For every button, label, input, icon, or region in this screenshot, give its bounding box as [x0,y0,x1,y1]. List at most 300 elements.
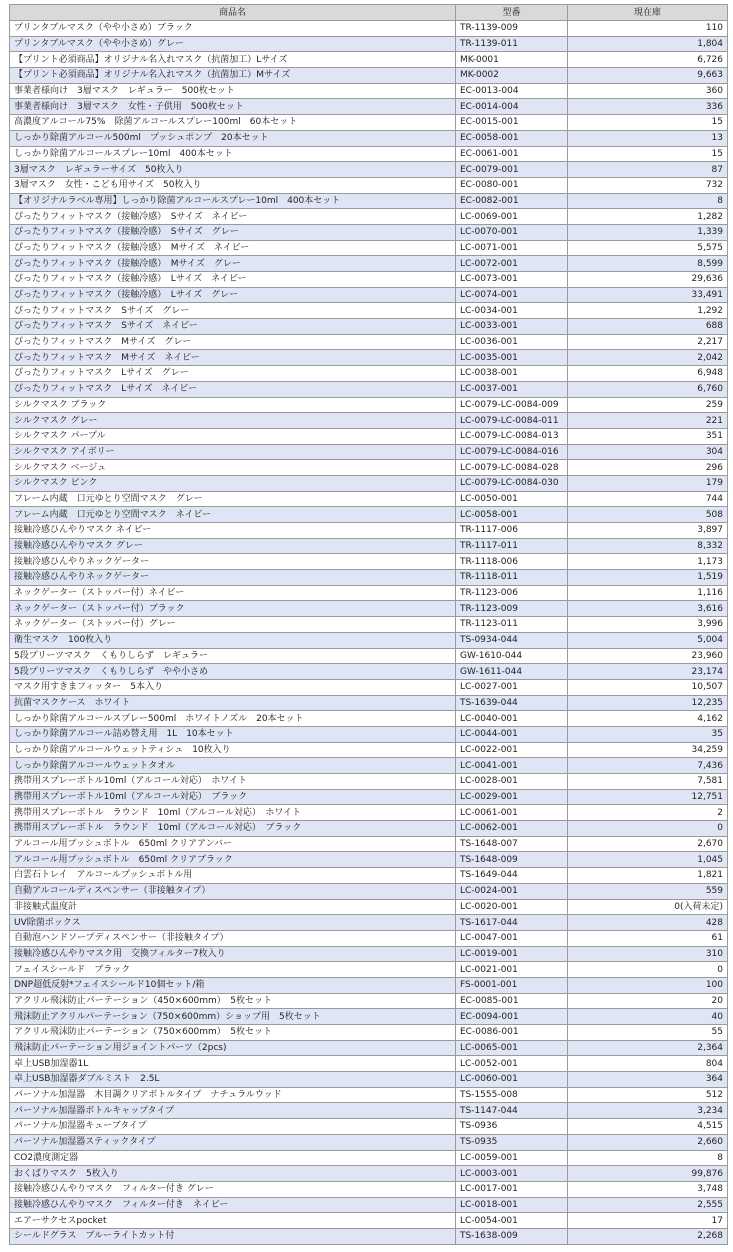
model-number-cell: EC-0079-001 [456,162,568,178]
table-row [10,444,728,460]
model-number-cell: LC-0074-001 [456,287,568,303]
product-name-cell: 5段プリーツマスク くもりしらず やや小さめ [10,664,456,680]
model-number-cell: LC-0061-001 [456,805,568,821]
table-row [10,475,728,491]
product-name-cell: フレーム内蔵 口元ゆとり空間マスク グレー [10,491,456,507]
table-row [10,193,728,209]
stock-cell: 7,436 [568,758,728,774]
product-name-cell: 接触冷感ひんやりマスク フィルター付き グレー [10,1181,456,1197]
table-row [10,177,728,193]
stock-cell: 100 [568,977,728,993]
model-number-cell: TR-1117-011 [456,538,568,554]
table-row [10,899,728,915]
model-number-cell: TR-1139-011 [456,36,568,52]
stock-cell: 12,751 [568,789,728,805]
stock-cell: 4,515 [568,1119,728,1135]
model-number-cell: LC-0059-001 [456,1150,568,1166]
table-row [10,601,728,617]
model-number-cell: LC-0040-001 [456,711,568,727]
stock-cell: 6,726 [568,52,728,68]
stock-cell: 0 [568,962,728,978]
model-number-cell: LC-0003-001 [456,1166,568,1182]
stock-cell: 2 [568,805,728,821]
model-number-cell: LC-0071-001 [456,240,568,256]
stock-cell: 3,897 [568,523,728,539]
table-row [10,977,728,993]
model-number-cell: LC-0021-001 [456,962,568,978]
table-row [10,962,728,978]
stock-cell: 15 [568,146,728,162]
table-row [10,209,728,225]
stock-cell: 2,660 [568,1134,728,1150]
product-name-cell: ネックゲーター（ストッパー付）ブラック [10,601,456,617]
model-number-cell: TS-1638-009 [456,1228,568,1244]
stock-cell: 2,555 [568,1197,728,1213]
model-number-cell: TS-1648-007 [456,836,568,852]
table-row [10,883,728,899]
table-row [10,52,728,68]
stock-cell: 351 [568,428,728,444]
product-name-cell: 接触冷感ひんやりマスク グレー [10,538,456,554]
product-name-cell: しっかり除菌アルコールスプレー10ml 400本セット [10,146,456,162]
model-number-cell: LC-0033-001 [456,319,568,335]
table-header [10,5,728,21]
table-row [10,83,728,99]
stock-cell: 12,235 [568,695,728,711]
product-name-cell: 衛生マスク 100枚入り [10,632,456,648]
stock-cell: 10,507 [568,679,728,695]
table-row [10,1228,728,1244]
stock-cell: 6,760 [568,381,728,397]
stock-cell: 428 [568,915,728,931]
model-number-cell: LC-0019-001 [456,946,568,962]
model-number-cell: EC-0061-001 [456,146,568,162]
product-name-cell: おくばりマスク 5枚入り [10,1166,456,1182]
model-number-cell: GW-1611-044 [456,664,568,680]
table-row [10,554,728,570]
stock-cell: 8 [568,1150,728,1166]
model-number-cell: LC-0060-001 [456,1072,568,1088]
table-row [10,632,728,648]
table-row [10,381,728,397]
stock-cell: 55 [568,1025,728,1041]
model-number-cell: GW-1610-044 [456,648,568,664]
stock-cell: 8,599 [568,256,728,272]
column-header-current-stock: 現在庫 [568,5,728,21]
stock-cell: 804 [568,1056,728,1072]
table-row [10,1009,728,1025]
stock-cell: 2,670 [568,836,728,852]
table-row [10,287,728,303]
table-row [10,460,728,476]
stock-cell: 20 [568,993,728,1009]
model-number-cell: LC-0028-001 [456,774,568,790]
stock-cell: 23,960 [568,648,728,664]
table-row [10,1025,728,1041]
table-row [10,1040,728,1056]
model-number-cell: LC-0079-LC-0084-030 [456,475,568,491]
product-name-cell: ぴったりフィットマスク（接触冷感） Lサイズ ネイビー [10,272,456,288]
product-name-cell: ぴったりフィットマスク（接触冷感） Sサイズ ネイビー [10,209,456,225]
stock-cell: 744 [568,491,728,507]
product-name-cell: ぴったりフィットマスク（接触冷感） Mサイズ グレー [10,256,456,272]
table-row [10,789,728,805]
table-row [10,1134,728,1150]
model-number-cell: LC-0052-001 [456,1056,568,1072]
model-number-cell: TS-1147-044 [456,1103,568,1119]
table-row [10,742,728,758]
model-number-cell: LC-0029-001 [456,789,568,805]
table-row [10,1087,728,1103]
table-row [10,523,728,539]
table-row [10,507,728,523]
product-name-cell: しっかり除菌アルコールスプレー500ml ホワイトノズル 20本セット [10,711,456,727]
model-number-cell: LC-0036-001 [456,334,568,350]
model-number-cell: LC-0041-001 [456,758,568,774]
product-name-cell: 抗菌マスクケース ホワイト [10,695,456,711]
table-row [10,915,728,931]
product-name-cell: ぴったりフィットマスク Mサイズ グレー [10,334,456,350]
table-row [10,570,728,586]
model-number-cell: LC-0017-001 [456,1181,568,1197]
stock-cell: 6,948 [568,366,728,382]
product-name-cell: 自動アルコールディスペンサー（非接触タイプ） [10,883,456,899]
product-name-cell: エアーサクセスpocket [10,1213,456,1229]
product-name-cell: 飛沫防止パーテーション用ジョイントパーツ（2pcs) [10,1040,456,1056]
product-name-cell: 事業者様向け 3層マスク 女性・子供用 500枚セット [10,99,456,115]
model-number-cell: LC-0022-001 [456,742,568,758]
table-row [10,224,728,240]
inventory-table-container [9,4,727,1245]
table-row [10,146,728,162]
product-name-cell: パーソナル加湿器スティックタイプ [10,1134,456,1150]
product-name-cell: アルコール用プッシュボトル 650ml クリアブラック [10,852,456,868]
inventory-table [9,4,728,1245]
stock-cell: 110 [568,21,728,37]
product-name-cell: 接触冷感ひんやりネックゲーター [10,554,456,570]
table-row [10,758,728,774]
table-row [10,350,728,366]
stock-cell: 310 [568,946,728,962]
model-number-cell: MK-0001 [456,52,568,68]
table-row [10,852,728,868]
product-name-cell: UV除菌ボックス [10,915,456,931]
model-number-cell: LC-0070-001 [456,224,568,240]
product-name-cell: 自動泡ハンドソープディスペンサー（非接触タイプ） [10,930,456,946]
model-number-cell: LC-0079-LC-0084-028 [456,460,568,476]
model-number-cell: EC-0013-004 [456,83,568,99]
product-name-cell: 飛沫防止アクリルパーテーション（750×600mm）ショップ用 5枚セット [10,1009,456,1025]
product-name-cell: 接触冷感ひんやりマスク ネイビー [10,523,456,539]
stock-cell: 99,876 [568,1166,728,1182]
table-row [10,1072,728,1088]
model-number-cell: LC-0027-001 [456,679,568,695]
product-name-cell: 接触冷感ひんやりネックゲーター [10,570,456,586]
model-number-cell: LC-0079-LC-0084-013 [456,428,568,444]
product-name-cell: パーソナル加湿器 木目調クリアボトルタイプ ナチュラルウッド [10,1087,456,1103]
product-name-cell: 【プリント必須商品】オリジナル名入れマスク（抗菌加工）Lサイズ [10,52,456,68]
stock-cell: 296 [568,460,728,476]
stock-cell: 1,045 [568,852,728,868]
product-name-cell: ぴったりフィットマスク（接触冷感） Mサイズ ネイビー [10,240,456,256]
table-row [10,774,728,790]
stock-cell: 5,575 [568,240,728,256]
product-name-cell: 接触冷感ひんやりマスク用 交換フィルター7枚入り [10,946,456,962]
stock-cell: 360 [568,83,728,99]
model-number-cell: TR-1139-009 [456,21,568,37]
model-number-cell: LC-0065-001 [456,1040,568,1056]
product-name-cell: プリンタブルマスク（やや小さめ）グレー [10,36,456,52]
table-row [10,256,728,272]
stock-cell: 1,339 [568,224,728,240]
stock-cell: 1,173 [568,554,728,570]
product-name-cell: フェイスシールド ブラック [10,962,456,978]
product-name-cell: CO2濃度測定器 [10,1150,456,1166]
model-number-cell: TS-1617-044 [456,915,568,931]
table-row [10,36,728,52]
stock-cell: 1,116 [568,585,728,601]
product-name-cell: 携帯用スプレーボトル ラウンド 10ml（アルコール対応） ホワイト [10,805,456,821]
product-name-cell: 3層マスク 女性・こども用サイズ 50枚入り [10,177,456,193]
stock-cell: 1,519 [568,570,728,586]
product-name-cell: シルクマスク ベージュ [10,460,456,476]
stock-cell: 3,616 [568,601,728,617]
model-number-cell: EC-0085-001 [456,993,568,1009]
table-row [10,240,728,256]
table-row [10,1103,728,1119]
stock-cell: 13 [568,130,728,146]
product-name-cell: ネックゲーター（ストッパー付）グレー [10,617,456,633]
stock-cell: 3,996 [568,617,728,633]
product-name-cell: シルクマスク アイボリー [10,444,456,460]
stock-cell: 33,491 [568,287,728,303]
table-row [10,130,728,146]
model-number-cell: LC-0047-001 [456,930,568,946]
model-number-cell: LC-0079-LC-0084-011 [456,413,568,429]
product-name-cell: 事業者様向け 3層マスク レギュラー 500枚セット [10,83,456,99]
table-row [10,21,728,37]
stock-cell: 304 [568,444,728,460]
stock-cell: 7,581 [568,774,728,790]
stock-cell: 3,748 [568,1181,728,1197]
model-number-cell: LC-0069-001 [456,209,568,225]
model-number-cell: LC-0058-001 [456,507,568,523]
product-name-cell: ネックゲーター（ストッパー付）ネイビー [10,585,456,601]
product-name-cell: 携帯用スプレーボトル10ml（アルコール対応） ホワイト [10,774,456,790]
product-name-cell: シルクマスク グレー [10,413,456,429]
stock-cell: 8,332 [568,538,728,554]
product-name-cell: 卓上USB加湿器1L [10,1056,456,1072]
stock-cell: 1,282 [568,209,728,225]
stock-cell: 15 [568,115,728,131]
model-number-cell: TS-1555-008 [456,1087,568,1103]
model-number-cell: EC-0082-001 [456,193,568,209]
model-number-cell: LC-0038-001 [456,366,568,382]
stock-cell: 259 [568,397,728,413]
product-name-cell: パーソナル加湿器ボトルキャップタイプ [10,1103,456,1119]
table-row [10,68,728,84]
model-number-cell: LC-0072-001 [456,256,568,272]
model-number-cell: EC-0094-001 [456,1009,568,1025]
table-row [10,930,728,946]
stock-cell: 3,234 [568,1103,728,1119]
stock-cell: 23,174 [568,664,728,680]
stock-cell: 1,821 [568,868,728,884]
model-number-cell: TR-1118-011 [456,570,568,586]
table-row [10,805,728,821]
table-row [10,1213,728,1229]
stock-cell: 559 [568,883,728,899]
product-name-cell: ぴったりフィットマスク Sサイズ ネイビー [10,319,456,335]
table-row [10,821,728,837]
table-row [10,726,728,742]
table-row [10,679,728,695]
table-row [10,648,728,664]
product-name-cell: 携帯用スプレーボトル ラウンド 10ml（アルコール対応） ブラック [10,821,456,837]
product-name-cell: ぴったりフィットマスク Lサイズ グレー [10,366,456,382]
product-name-cell: フレーム内蔵 口元ゆとり空間マスク ネイビー [10,507,456,523]
model-number-cell: FS-0001-001 [456,977,568,993]
model-number-cell: EC-0014-004 [456,99,568,115]
product-name-cell: 【オリジナルラベル専用】しっかり除菌アルコールスプレー10ml 400本セット [10,193,456,209]
table-row [10,1197,728,1213]
stock-cell: 87 [568,162,728,178]
product-name-cell: アクリル飛沫防止パーテーション（450×600mm） 5枚セット [10,993,456,1009]
model-number-cell: LC-0037-001 [456,381,568,397]
stock-cell: 2,268 [568,1228,728,1244]
stock-cell: 508 [568,507,728,523]
product-name-cell: シールドグラス ブルーライトカット付 [10,1228,456,1244]
table-row [10,1150,728,1166]
model-number-cell: MK-0002 [456,68,568,84]
model-number-cell: EC-0080-001 [456,177,568,193]
table-row [10,428,728,444]
table-row [10,617,728,633]
table-row [10,836,728,852]
product-name-cell: ぴったりフィットマスク Sサイズ グレー [10,303,456,319]
stock-cell: 34,259 [568,742,728,758]
product-name-cell: ぴったりフィットマスク Lサイズ ネイビー [10,381,456,397]
product-name-cell: しっかり除菌アルコール500ml プッシュポンプ 20本セット [10,130,456,146]
model-number-cell: TR-1123-006 [456,585,568,601]
product-name-cell: 【プリント必須商品】オリジナル名入れマスク（抗菌加工）Mサイズ [10,68,456,84]
stock-cell: 0 [568,821,728,837]
product-name-cell: シルクマスク パープル [10,428,456,444]
model-number-cell: TS-1649-044 [456,868,568,884]
stock-cell: 40 [568,1009,728,1025]
model-number-cell: LC-0050-001 [456,491,568,507]
model-number-cell: TR-1117-006 [456,523,568,539]
table-row [10,162,728,178]
product-name-cell: アルコール用プッシュボトル 650ml クリアアンバー [10,836,456,852]
model-number-cell: LC-0054-001 [456,1213,568,1229]
stock-cell: 5,004 [568,632,728,648]
product-name-cell: シルクマスク ブラック [10,397,456,413]
stock-cell: 179 [568,475,728,491]
table-row [10,491,728,507]
model-number-cell: LC-0073-001 [456,272,568,288]
product-name-cell: しっかり除菌アルコールウェットタオル [10,758,456,774]
stock-cell: 35 [568,726,728,742]
table-row [10,695,728,711]
table-body [10,21,728,1245]
table-row [10,711,728,727]
stock-cell: 512 [568,1087,728,1103]
model-number-cell: TS-0936 [456,1119,568,1135]
table-row [10,868,728,884]
model-number-cell: TS-1639-044 [456,695,568,711]
table-row [10,334,728,350]
stock-cell: 9,663 [568,68,728,84]
stock-cell: 4,162 [568,711,728,727]
table-row [10,366,728,382]
product-name-cell: 3層マスク レギュラーサイズ 50枚入り [10,162,456,178]
stock-cell: 688 [568,319,728,335]
model-number-cell: LC-0044-001 [456,726,568,742]
stock-cell: 17 [568,1213,728,1229]
table-row [10,1181,728,1197]
model-number-cell: LC-0034-001 [456,303,568,319]
stock-cell: 0(入荷未定) [568,899,728,915]
table-row [10,115,728,131]
stock-cell: 364 [568,1072,728,1088]
product-name-cell: パーソナル加湿器キューブタイプ [10,1119,456,1135]
table-row [10,303,728,319]
column-header-product-name: 商品名 [10,5,456,21]
product-name-cell: 卓上USB加湿器ダブルミスト 2.5L [10,1072,456,1088]
product-name-cell: 5段プリーツマスク くもりしらず レギュラー [10,648,456,664]
product-name-cell: マスク用すきまフィッター 5本入り [10,679,456,695]
product-name-cell: 非接触式温度計 [10,899,456,915]
product-name-cell: プリンタブルマスク（やや小さめ）ブラック [10,21,456,37]
model-number-cell: LC-0024-001 [456,883,568,899]
stock-cell: 8 [568,193,728,209]
model-number-cell: TS-1648-009 [456,852,568,868]
model-number-cell: EC-0058-001 [456,130,568,146]
model-number-cell: LC-0035-001 [456,350,568,366]
product-name-cell: ぴったりフィットマスク（接触冷感） Lサイズ グレー [10,287,456,303]
table-row [10,99,728,115]
table-row [10,538,728,554]
product-name-cell: ぴったりフィットマスク（接触冷感） Sサイズ グレー [10,224,456,240]
model-number-cell: LC-0018-001 [456,1197,568,1213]
product-name-cell: 携帯用スプレーボトル10ml（アルコール対応） ブラック [10,789,456,805]
model-number-cell: EC-0015-001 [456,115,568,131]
table-row [10,664,728,680]
model-number-cell: TR-1123-009 [456,601,568,617]
table-row [10,413,728,429]
table-row [10,272,728,288]
product-name-cell: シルクマスク ピンク [10,475,456,491]
stock-cell: 1,804 [568,36,728,52]
stock-cell: 1,292 [568,303,728,319]
column-header-model-number: 型番 [456,5,568,21]
table-row [10,1166,728,1182]
product-name-cell: DNP超低反射*フェイスシールド10個セット/箱 [10,977,456,993]
model-number-cell: TS-0934-044 [456,632,568,648]
table-row [10,1119,728,1135]
stock-cell: 61 [568,930,728,946]
model-number-cell: LC-0079-LC-0084-009 [456,397,568,413]
product-name-cell: しっかり除菌アルコールウェットティシュ 10枚入り [10,742,456,758]
model-number-cell: TR-1118-006 [456,554,568,570]
stock-cell: 29,636 [568,272,728,288]
product-name-cell: アクリル飛沫防止パーテーション（750×600mm） 5枚セット [10,1025,456,1041]
product-name-cell: 白雲石トレイ アルコールプッシュボトル用 [10,868,456,884]
model-number-cell: LC-0062-001 [456,821,568,837]
table-row [10,1056,728,1072]
stock-cell: 732 [568,177,728,193]
